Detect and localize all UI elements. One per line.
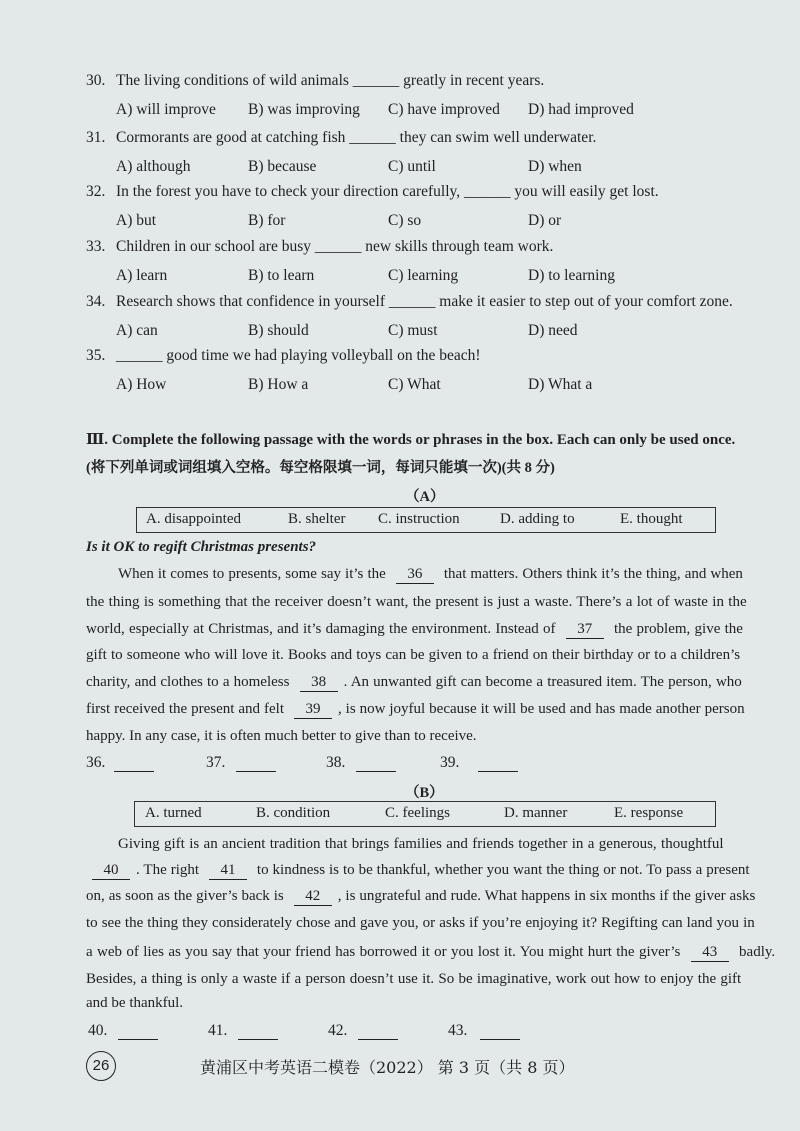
question-stem [86,183,659,201]
blank-39[interactable]: 39 [294,701,332,719]
passage-text: Besides, a thing is only a waste if a person doesn’t use it. So be imaginative, work out how to enjoy the gift [86,971,742,987]
answer-blank[interactable] [238,1022,278,1040]
passage-line [86,915,762,932]
passage-text: . An unwanted gift can become a treasured item. The person, who [343,674,742,690]
word-box-item: A. turned [145,805,202,821]
passage-line [86,728,762,745]
section-title: Ⅲ. Complete the following passage with the words or phrases in the box. Each can only be used once. [86,432,736,448]
answer-option[interactable]: B) because [248,158,317,175]
passage-text: and be thankful. [86,995,184,1011]
answer-option[interactable]: D) to learning [528,267,615,284]
word-box-item: E. response [614,805,684,821]
answer-option[interactable]: A) learn [116,267,168,284]
passage-text: first received the present and felt [86,701,288,717]
passage-line [118,566,794,584]
passage-text: the problem, give the [609,621,743,637]
answer-number: 42. [328,1022,348,1039]
answer-blank[interactable] [358,1022,398,1040]
word-box-b [134,801,716,827]
word-box-item: A. disappointed [146,511,241,527]
page-badge: 26 [86,1051,116,1081]
answer-option[interactable]: C) must [388,322,438,339]
part-a-label: （A） [405,489,445,505]
answer-option[interactable]: B) to learn [248,267,315,284]
passage-line [86,701,762,719]
answer-option[interactable]: B) should [248,322,309,339]
answer-number: 39. [440,754,460,771]
passage-line [118,836,794,853]
question-number: 34. [86,293,106,310]
word-box-item: C. feelings [385,805,450,821]
passage-line [86,621,762,639]
blank-36[interactable]: 36 [396,566,434,584]
passage-text: , is ungrateful and rude. What happens in six months if the giver asks [337,888,756,904]
blank-43[interactable]: 43 [691,944,729,962]
word-box-item: B. condition [256,805,331,821]
answer-option[interactable]: C) so [388,212,422,229]
passage-text: happy. In any case, it is often much better to give than to receive. [86,728,477,744]
word-box-item: D. adding to [500,511,575,527]
answer-option[interactable]: D) need [528,322,578,339]
passage-text: the thing is something that the receiver doesn’t want, the present is just a waste. There’s a lot of waste in the [86,594,747,610]
question-stem [86,72,544,90]
answer-option[interactable]: A) How [116,376,167,393]
answer-number: 38. [326,754,346,771]
passage-line [86,971,762,988]
section-subtitle: (将下列单词或词组填入空格。每空格限填一词，每词只能填一次)(共 8 分) [86,460,555,476]
answer-blank[interactable] [478,754,518,772]
passage-text: charity, and clothes to a homeless [86,674,294,690]
question-number: 35. [86,347,106,364]
answer-number: 36. [86,754,106,771]
passage-text: Giving gift is an ancient tradition that brings families and friends together in a generous, thoughtful [118,836,724,852]
answer-blank[interactable] [480,1022,520,1040]
passage-text: , is now joyful because it will be used and has made another person [337,701,745,717]
blank-38[interactable]: 38 [300,674,338,692]
blank-37[interactable]: 37 [566,621,604,639]
question-text: In the forest you have to check your direction carefully, ______ you will easily get lost. [116,183,659,200]
passage-text: . The right [136,862,203,878]
question-text: The living conditions of wild animals ______ greatly in recent years. [116,72,545,89]
answer-blank[interactable] [118,1022,158,1040]
passage-line [86,594,762,611]
question-number: 33. [86,238,106,255]
answer-option[interactable]: D) had improved [528,101,634,118]
question-stem [86,238,553,256]
blank-40[interactable]: 40 [92,862,130,880]
answer-number: 37. [206,754,226,771]
word-box-item: C. instruction [378,511,460,527]
passage-line [86,888,762,906]
word-box-a [136,507,716,533]
passage-text: to see the thing they considerately chose and gave you, or asks if you’re enjoying it? Regifting can land you in [86,915,755,931]
passage-text: that matters. Others think it’s the thing, and when [439,566,743,582]
passage-text: a web of lies as you say that your friend has borrowed it or you lost it. You might hurt the giver’s [86,944,685,960]
answer-option[interactable]: C) have improved [388,101,500,118]
answer-option[interactable]: A) can [116,322,158,339]
question-text: Research shows that confidence in yourself ______ make it easier to step out of your comfort zone. [116,293,733,310]
passage-text: world, especially at Christmas, and it’s damaging the environment. Instead of [86,621,560,637]
answer-number: 40. [88,1022,108,1039]
answer-number: 43. [448,1022,468,1039]
question-number: 32. [86,183,106,200]
answer-option[interactable]: A) will improve [116,101,216,118]
answer-blank[interactable] [114,754,154,772]
answer-option[interactable]: C) learning [388,267,459,284]
part-b-label: （B） [405,785,444,801]
passage-line [86,647,762,664]
question-stem [86,129,596,147]
passage-text: badly. [734,944,776,960]
blank-41[interactable]: 41 [209,862,247,880]
passage-text: gift to someone who will love it. Books and toys can be given to a friend on their birthday or to a children’s [86,647,741,663]
word-box-item: B. shelter [288,511,346,527]
passage-line [86,944,776,962]
question-text: Cormorants are good at catching fish ______ they can swim well underwater. [116,129,597,146]
passage-line [86,674,762,692]
passage-line [86,862,762,880]
answer-option[interactable]: D) when [528,158,582,175]
question-stem [86,347,481,365]
blank-42[interactable]: 42 [294,888,332,906]
answer-option[interactable]: D) What a [528,376,593,393]
footer-text: 黄浦区中考英语二模卷（2022） 第 3 页（共 8 页） [200,1058,575,1077]
answer-option[interactable]: B) was improving [248,101,360,118]
passage-a-title: Is it OK to regift Christmas presents? [86,539,317,555]
question-number: 30. [86,72,106,89]
answer-option[interactable]: C) until [388,158,436,175]
answer-option[interactable]: A) although [116,158,191,175]
passage-line [86,995,762,1012]
answer-option[interactable]: B) How a [248,376,309,393]
passage-text: to kindness is to be thankful, whether you want the thing or not. To pass a present [252,862,750,878]
answer-option[interactable]: D) or [528,212,562,229]
question-text: Children in our school are busy ______ new skills through team work. [116,238,554,255]
passage-text: on, as soon as the giver’s back is [86,888,288,904]
question-stem [86,293,733,311]
answer-number: 41. [208,1022,228,1039]
question-number: 31. [86,129,106,146]
passage-text: When it comes to presents, some say it’s the [118,566,390,582]
answer-blank[interactable] [236,754,276,772]
answer-option[interactable]: C) What [388,376,441,393]
word-box-item: E. thought [620,511,683,527]
answer-option[interactable]: A) but [116,212,157,229]
word-box-item: D. manner [504,805,568,821]
answer-option[interactable]: B) for [248,212,286,229]
question-text: ______ good time we had playing volleyball on the beach! [116,347,481,364]
answer-blank[interactable] [356,754,396,772]
